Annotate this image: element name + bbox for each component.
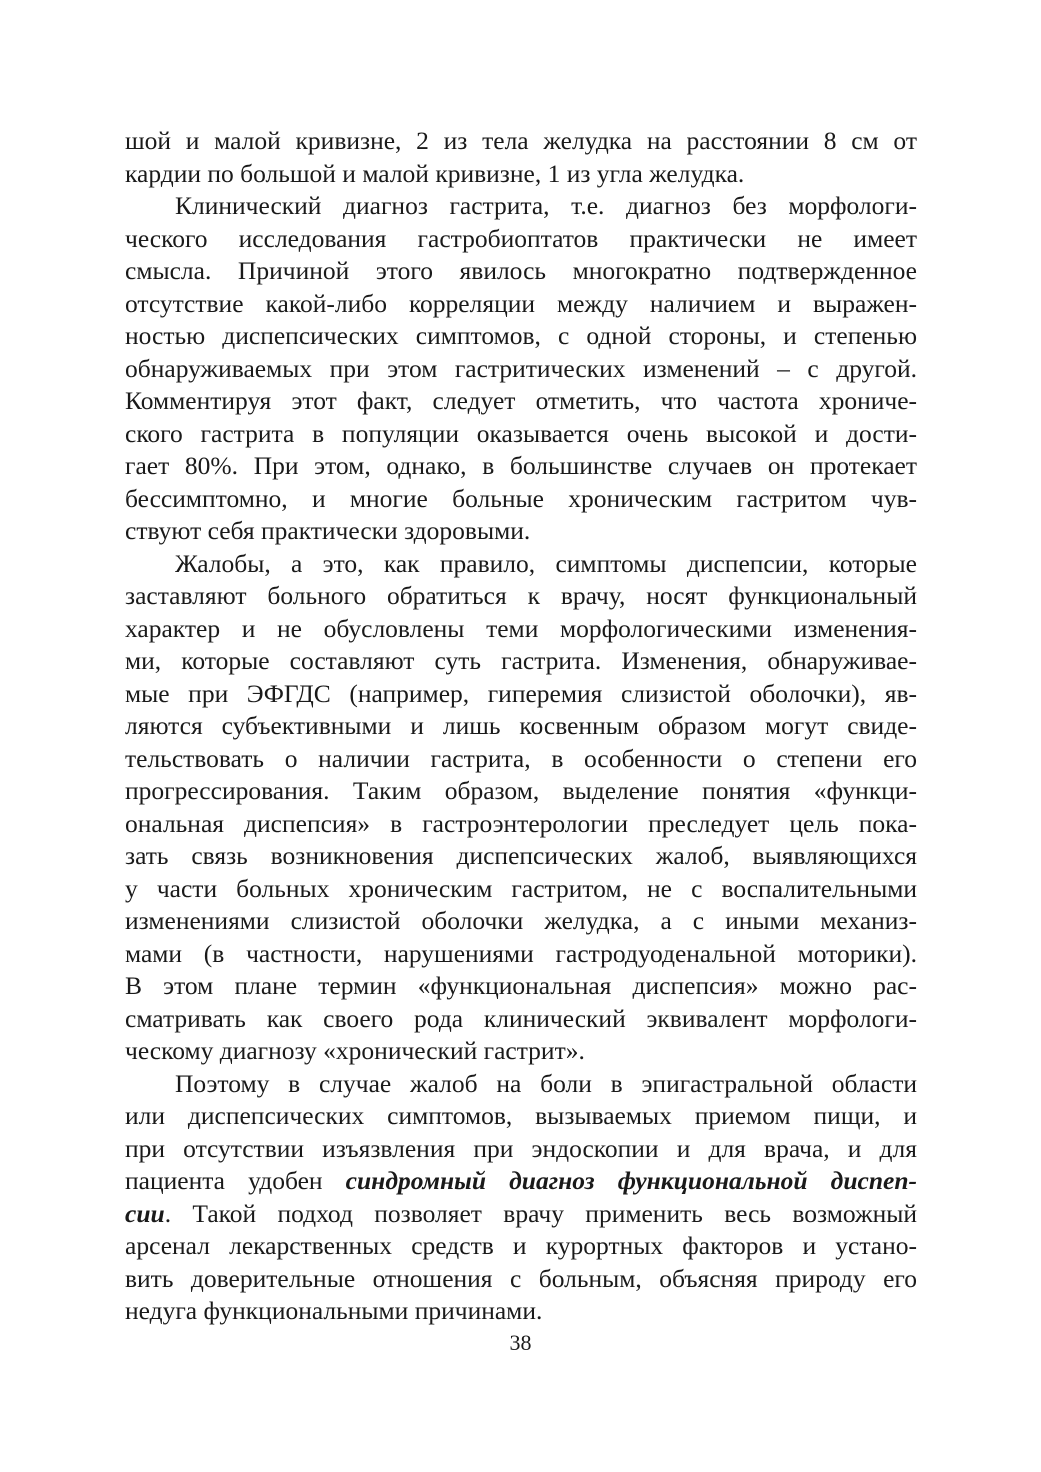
text-line: ми, которые составляют суть гастрита. Изменения, обнаруживае- [125, 646, 917, 675]
text-line: Комментируя этот факт, следует отметить, что частота хрониче- [125, 386, 917, 415]
text-line: бессимптомно, и многие больные хроническим гастритом чув- [125, 483, 917, 513]
text-line: Жалобы, а это, как правило, симптомы диспепсии, которые [175, 548, 917, 578]
text-line: заставляют больного обратиться к врачу, носят функциональный [125, 581, 917, 610]
text-run: пациента удобен [125, 1166, 346, 1195]
text-line: при отсутствии изъязвления при эндоскопии и для врача, и для [125, 1133, 917, 1163]
text-line: арсенал лекарственных средств и курортных факторов и устано- [125, 1231, 917, 1260]
text-line: ческому диагнозу «хронический гастрит». [125, 1036, 585, 1065]
text-line: обнаруживаемых при этом гастритических изменений – с другой. [125, 353, 917, 383]
text-line: кардии по большой и малой кривизне, 1 из угла желудка. [125, 158, 745, 188]
text-line: или диспепсических симптомов, вызываемых приемом пищи, и [125, 1101, 917, 1130]
text-line: вить доверительные отношения с больным, объясняя природу его [125, 1263, 917, 1293]
text-line: изменениями слизистой оболочки желудка, а с иными механиз- [125, 906, 917, 935]
text-run: . Такой подход позволяет врачу применить весь возможный [164, 1198, 917, 1228]
text-line: тельствовать о наличии гастрита, в особенности о степени его [125, 743, 917, 773]
paragraph-3 [125, 548, 917, 1068]
text-line: прогрессирования. Таким образом, выделение понятия «функци- [125, 776, 917, 805]
paragraph-1 [125, 125, 917, 190]
emphasized-term: сии [125, 1198, 165, 1228]
paragraph-4 [125, 1068, 917, 1328]
text-line: шой и малой кривизне, 2 из тела желудка на расстоянии 8 см от [125, 126, 917, 155]
text-line: ональная диспепсия» в гастроэнтерологии преследует цель пока- [125, 808, 917, 838]
text-line: ностью диспепсических симптомов, с одной стороны, и степенью [125, 321, 917, 350]
text-line: мами (в частности, нарушениями гастродуоденальной моторики). [125, 938, 917, 968]
body-text [125, 125, 917, 1328]
text-line: недуга функциональными причинами. [125, 1296, 543, 1325]
page-number: 38 [509, 1330, 532, 1355]
text-line: гает 80%. При этом, однако, в большинстве случаев он протекает [125, 451, 917, 480]
paragraph-2 [125, 190, 917, 548]
text-line: ческого исследования гастробиоптатов практически не имеет [125, 223, 917, 253]
text-line: Клинический диагноз гастрита, т.е. диагноз без морфологи- [175, 191, 917, 220]
emphasized-term: синдромный диагноз функциональной диспеп- [345, 1166, 917, 1195]
text-line: характер и не обусловлены теми морфологическими изменения- [125, 613, 917, 643]
text-line: смысла. Причиной этого явилось многократно подтвержденное [125, 256, 917, 285]
text-line: отсутствие какой-либо корреляции между наличием и выражен- [125, 288, 917, 318]
text-line: В этом плане термин «функциональная диспепсия» можно рас- [125, 971, 917, 1000]
text-line: ствуют себя практически здоровыми. [125, 516, 531, 545]
text-line-with-emphasis [125, 1198, 917, 1231]
text-line: мые при ЭФГДС (например, гиперемия слизистой оболочки), яв- [125, 678, 917, 708]
text-line: сматривать как своего рода клинический эквивалент морфологи- [125, 1003, 917, 1033]
text-line: ского гастрита в популяции оказывается очень высокой и дости- [125, 418, 917, 448]
text-line: у части больных хроническим гастритом, не с воспалительными [125, 873, 917, 903]
text-line-with-emphasis [125, 1165, 917, 1198]
text-line: ляются субъективными и лишь косвенным образом могут свиде- [125, 711, 917, 740]
text-line: Поэтому в случае жалоб на боли в эпигастральной области [175, 1068, 917, 1098]
text-line: зать связь возникновения диспепсических жалоб, выявляющихся [125, 841, 917, 870]
